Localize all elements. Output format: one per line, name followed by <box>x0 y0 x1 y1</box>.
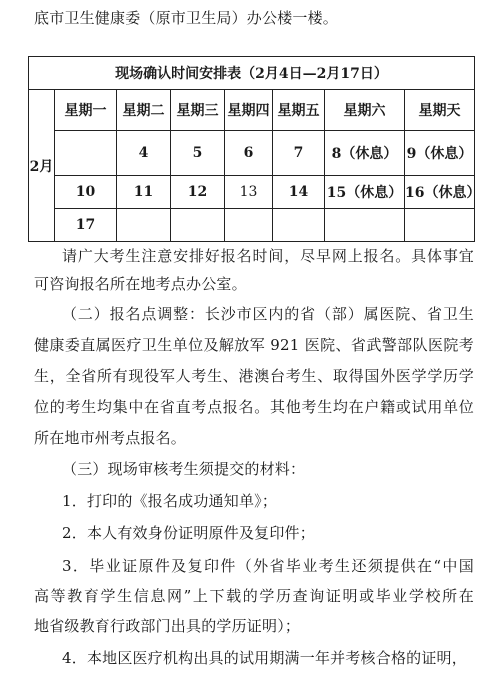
date-cell: 13 <box>225 176 273 209</box>
section2-line: 位的考生均集中在省直考点报名。其他考生均在户籍或试用单位 <box>34 398 474 416</box>
table-row <box>29 176 475 209</box>
date-cell: 9（休息） <box>405 131 475 176</box>
date-cell: 11 <box>117 176 171 209</box>
date-cell <box>325 209 405 242</box>
date-cell: 10 <box>55 176 117 209</box>
schedule-table <box>28 56 481 242</box>
notice-line: 可咨询报名所在地考点办公室。 <box>34 275 247 293</box>
weekday-header: 星期二 <box>117 90 171 131</box>
date-cell <box>405 209 475 242</box>
material-item-2: 2．本人有效身份证明原件及复印件； <box>62 524 315 542</box>
date-cell: 14 <box>273 176 325 209</box>
weekday-header: 星期五 <box>273 90 325 131</box>
material-item-3-line: 地省级教育行政部门出具的学历证明）； <box>34 617 301 635</box>
date-cell: 4 <box>117 131 171 176</box>
intro-line: 底市卫生健康委（原市卫生局）办公楼一楼。 <box>34 9 339 27</box>
date-cell <box>171 209 225 242</box>
section2-line: 生，全省所有现役军人考生、港澳台考生、取得国外医学学历学 <box>34 367 474 385</box>
date-cell: 15（休息） <box>325 176 405 209</box>
table-row <box>29 131 475 176</box>
date-cell <box>117 209 171 242</box>
section2-line: 健康委直属医疗卫生单位及解放军 921 医院、省武警部队医院考 <box>34 336 474 354</box>
weekday-header: 星期三 <box>171 90 225 131</box>
weekday-header-row <box>29 90 475 131</box>
material-item-3-line: 高等教育学生信息网”上下载的学历查询证明或毕业学校所在 <box>34 587 474 605</box>
section2-line: 所在地市州考点报名。 <box>34 429 187 447</box>
date-cell: 6 <box>225 131 273 176</box>
date-cell: 17 <box>55 209 117 242</box>
date-cell: 7 <box>273 131 325 176</box>
notice-line: 请广大考生注意安排好报名时间，尽早网上报名。具体事宜 <box>62 247 474 265</box>
date-cell: 8（休息） <box>325 131 405 176</box>
material-item-1: 1．打印的《报名成功通知单》； <box>62 492 278 510</box>
section3-title: （三）现场审核考生须提交的材料： <box>62 460 306 478</box>
date-cell <box>273 209 325 242</box>
material-item-3-line: 3．毕业证原件及复印件（外省毕业考生还须提供在“中国 <box>62 557 474 575</box>
weekday-header: 星期一 <box>55 90 117 131</box>
weekday-header: 星期四 <box>225 90 273 131</box>
section2-line: （二）报名点调整：长沙市区内的省（部）属医院、省卫生 <box>62 305 474 323</box>
date-cell <box>55 131 117 176</box>
month-cell: 2月 <box>29 90 55 242</box>
date-cell: 5 <box>171 131 225 176</box>
date-cell: 16（休息） <box>405 176 475 209</box>
weekday-header: 星期六 <box>325 90 405 131</box>
date-cell <box>225 209 273 242</box>
weekday-header: 星期天 <box>405 90 475 131</box>
date-cell: 12 <box>171 176 225 209</box>
table-caption: 现场确认时间安排表（2月4日—2月17日） <box>29 57 475 90</box>
material-item-4: 4．本地区医疗机构出具的试用期满一年并考核合格的证明， <box>62 649 467 667</box>
table-row <box>29 209 475 242</box>
